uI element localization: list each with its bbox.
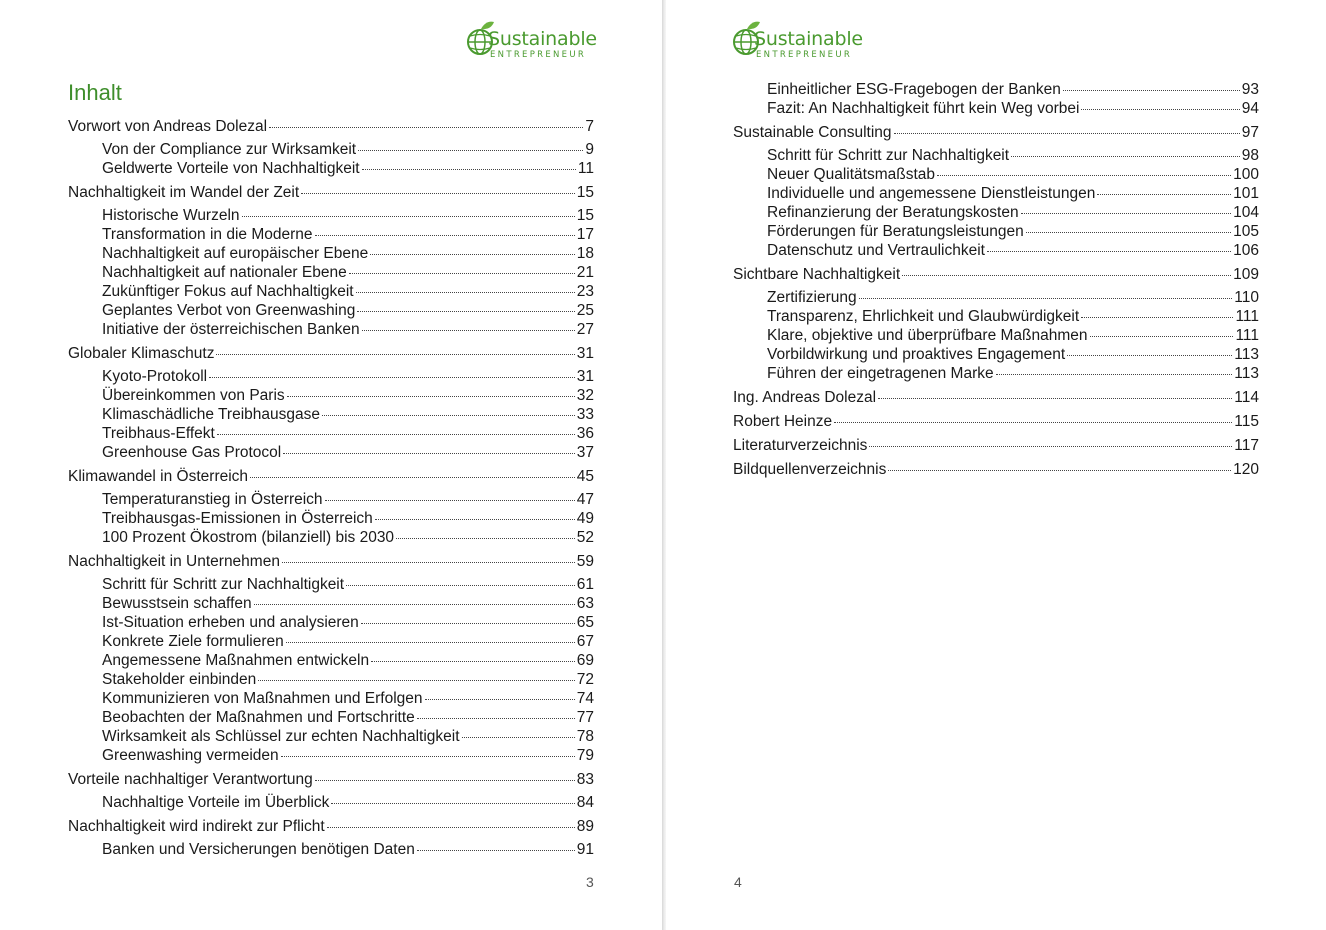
toc-entry-page: 69 [576, 652, 594, 669]
toc-dot-leader [1081, 317, 1233, 318]
toc-section-entry[interactable] [767, 345, 1259, 364]
toc-entry-page: 84 [576, 794, 594, 811]
toc-section-entry[interactable] [767, 146, 1259, 165]
toc-entry-label: Treibhaus-Effekt [102, 425, 215, 442]
toc-entry-page: 63 [576, 595, 594, 612]
toc-dot-leader [996, 374, 1233, 375]
toc-section-entry[interactable] [102, 244, 594, 263]
toc-dot-leader [1067, 355, 1232, 356]
toc-entry-page: 9 [585, 141, 594, 158]
toc-dot-leader [417, 718, 575, 719]
toc-entry-label: Einheitlicher ESG-Fragebogen der Banken [767, 81, 1061, 98]
toc-entry-page: 78 [576, 728, 594, 745]
toc-entry-label: Temperaturanstieg in Österreich [102, 491, 323, 508]
toc-entry-label: 100 Prozent Ökostrom (bilanziell) bis 2030 [102, 529, 395, 546]
toc-entry-page: 59 [576, 553, 594, 570]
toc-entry-page: 79 [576, 747, 594, 764]
toc-entry-label: Globaler Klimaschutz [68, 345, 215, 362]
toc-dot-leader [209, 377, 575, 378]
toc-entry-page: 101 [1233, 185, 1259, 202]
toc-dot-leader [362, 330, 575, 331]
toc-chapter-entry[interactable] [68, 183, 594, 202]
toc-dot-leader [358, 150, 583, 151]
toc-dot-leader [878, 398, 1232, 399]
toc-entry-page: 117 [1234, 437, 1259, 454]
toc-entry-label: Sustainable Consulting [733, 124, 892, 141]
toc-entry-label: Neuer Qualitätsmaßstab [767, 166, 935, 183]
toc-entry-page: 113 [1234, 365, 1259, 382]
toc-section-entry[interactable] [102, 443, 594, 462]
toc-entry-label: Kyoto-Protokoll [102, 368, 208, 385]
toc-section-entry[interactable] [102, 708, 594, 727]
toc-entry-page: 100 [1233, 166, 1259, 183]
toc-entry-page: 52 [576, 529, 594, 546]
toc-entry-label: Historische Wurzeln [102, 207, 240, 224]
toc-dot-leader [1081, 109, 1239, 110]
toc-entry-page: 120 [1233, 461, 1259, 478]
toc-dot-leader [937, 175, 1231, 176]
toc-dot-leader [834, 422, 1232, 423]
toc-dot-leader [282, 562, 575, 563]
toc-entry-page: 61 [576, 576, 594, 593]
toc-section-entry[interactable] [102, 727, 594, 746]
toc-entry-page: 104 [1233, 204, 1259, 221]
toc-dot-leader [356, 292, 575, 293]
toc-dot-leader [287, 396, 575, 397]
toc-entry-page: 111 [1235, 327, 1259, 344]
toc-section-entry[interactable] [102, 670, 594, 689]
toc-section-entry[interactable] [102, 159, 594, 178]
toc-dot-leader [216, 354, 574, 355]
toc-entry-label: Klimawandel in Österreich [68, 468, 249, 485]
toc-section-entry[interactable] [102, 689, 594, 708]
toc-entry-page: 77 [576, 709, 594, 726]
toc-section-entry[interactable] [102, 405, 594, 424]
toc-entry-page: 110 [1234, 289, 1259, 306]
toc-dot-leader [462, 737, 575, 738]
toc-dot-leader [1026, 232, 1231, 233]
toc-entry-page: 18 [576, 245, 594, 262]
toc-entry-label: Nachhaltigkeit in Unternehmen [68, 553, 280, 570]
toc-dot-leader [396, 538, 575, 539]
toc-section-entry[interactable] [102, 528, 594, 547]
toc-section-entry[interactable] [102, 594, 594, 613]
toc-entry-label: Schritt für Schritt zur Nachhaltigkeit [102, 576, 345, 593]
toc-chapter-entry[interactable] [68, 344, 594, 363]
toc-entry-label: Zertifizierung [767, 289, 857, 306]
toc-section-entry[interactable] [767, 364, 1259, 383]
toc-entry-page: 72 [576, 671, 594, 688]
toc-dot-leader [1097, 194, 1231, 195]
toc-entry-page: 111 [1235, 308, 1259, 325]
logo-wordmark: Sustainable [488, 28, 597, 50]
page-number-right: 4 [734, 874, 742, 890]
toc-entry-page: 83 [576, 771, 594, 788]
toc-entry-label: Sichtbare Nachhaltigkeit [733, 266, 901, 283]
toc-chapter-entry[interactable] [733, 412, 1259, 431]
logo-wordmark: Sustainable [754, 28, 863, 50]
toc-entry-page: 93 [1241, 81, 1259, 98]
toc-chapter-entry[interactable] [68, 817, 594, 836]
toc-entry-page: 32 [576, 387, 594, 404]
toc-entry-page: 33 [576, 406, 594, 423]
toc-entry-label: Vorbildwirkung und proaktives Engagement [767, 346, 1066, 363]
toc-entry-label: Nachhaltigkeit im Wandel der Zeit [68, 184, 300, 201]
toc-dot-leader [325, 500, 575, 501]
toc-entry-label: Von der Compliance zur Wirksamkeit [102, 141, 357, 158]
toc-dot-leader [1090, 336, 1234, 337]
toc-entry-page: 91 [576, 841, 594, 858]
left-page [0, 0, 662, 930]
toc-section-entry[interactable] [102, 651, 594, 670]
toc-entry-page: 27 [576, 321, 594, 338]
toc-section-entry[interactable] [102, 793, 594, 812]
toc-title: Inhalt [68, 80, 122, 105]
toc-entry-label: Transformation in die Moderne [102, 226, 313, 243]
toc-entry-label: Ing. Andreas Dolezal [733, 389, 877, 406]
toc-dot-leader [894, 133, 1240, 134]
toc-dot-leader [258, 680, 574, 681]
toc-dot-leader [371, 661, 575, 662]
toc-entry-label: Banken und Versicherungen benötigen Daten [102, 841, 415, 858]
toc-dot-leader [869, 446, 1232, 447]
toc-dot-leader [361, 623, 575, 624]
toc-dot-leader [331, 803, 574, 804]
toc-entry-label: Führen der eingetragenen Marke [767, 365, 994, 382]
toc-dot-leader [269, 127, 583, 128]
toc-dot-leader [346, 585, 575, 586]
toc-entry-page: 74 [576, 690, 594, 707]
toc-section-entry[interactable] [102, 206, 594, 225]
toc-section-entry[interactable] [102, 320, 594, 339]
toc-dot-leader [254, 604, 575, 605]
toc-section-entry[interactable] [102, 282, 594, 301]
toc-section-entry[interactable] [102, 632, 594, 651]
toc-section-entry[interactable] [102, 509, 594, 528]
toc-dot-leader [370, 254, 574, 255]
toc-entry-label: Nachhaltigkeit auf nationaler Ebene [102, 264, 347, 281]
page-number-left: 3 [586, 874, 594, 890]
toc-entry-page: 106 [1233, 242, 1259, 259]
toc-dot-leader [987, 251, 1231, 252]
toc-entry-page: 45 [576, 468, 594, 485]
toc-section-entry[interactable] [767, 80, 1259, 99]
toc-section-entry[interactable] [102, 367, 594, 386]
toc-dot-leader [1063, 90, 1240, 91]
toc-entry-label: Nachhaltigkeit wird indirekt zur Pflicht [68, 818, 325, 835]
toc-entry-label: Refinanzierung der Beratungskosten [767, 204, 1019, 221]
toc-entry-page: 115 [1234, 413, 1259, 430]
toc-entry-page: 17 [576, 226, 594, 243]
toc-entry-label: Förderungen für Beratungsleistungen [767, 223, 1024, 240]
toc-entry-page: 11 [577, 160, 594, 177]
toc-dot-leader [301, 193, 575, 194]
toc-dot-leader [375, 519, 575, 520]
toc-dot-leader [286, 642, 575, 643]
toc-entry-label: Treibhausgas-Emissionen in Österreich [102, 510, 373, 527]
toc-entry-page: 67 [576, 633, 594, 650]
toc-section-entry[interactable] [767, 307, 1259, 326]
toc-section-entry[interactable] [767, 288, 1259, 307]
toc-dot-leader [217, 434, 575, 435]
toc-chapter-entry[interactable] [733, 436, 1259, 455]
toc-entry-page: 31 [576, 368, 594, 385]
toc-section-entry[interactable] [102, 263, 594, 282]
toc-dot-leader [859, 298, 1233, 299]
toc-dot-leader [283, 453, 575, 454]
logo-tagline: ENTREPRENEUR [490, 50, 587, 60]
toc-entry-page: 97 [1241, 124, 1259, 141]
toc-entry-label: Geplantes Verbot von Greenwashing [102, 302, 356, 319]
toc-chapter-entry[interactable] [68, 117, 594, 136]
toc-entry-page: 89 [576, 818, 594, 835]
toc-entry-page: 98 [1241, 147, 1259, 164]
toc-entry-label: Fazit: An Nachhaltigkeit führt kein Weg vorbei [767, 100, 1080, 117]
toc-section-entry[interactable] [102, 301, 594, 320]
toc-entry-page: 65 [576, 614, 594, 631]
toc-section-entry[interactable] [102, 490, 594, 509]
toc-section-entry[interactable] [102, 840, 594, 859]
toc-section-entry[interactable] [767, 99, 1259, 118]
toc-entry-label: Nachhaltigkeit auf europäischer Ebene [102, 245, 369, 262]
toc-entry-label: Individuelle und angemessene Dienstleistungen [767, 185, 1096, 202]
toc-entry-page: 37 [576, 444, 594, 461]
toc-entry-page: 7 [585, 118, 594, 135]
toc-section-entry[interactable] [102, 225, 594, 244]
toc-entry-page: 113 [1234, 346, 1259, 363]
toc-section-entry[interactable] [102, 575, 594, 594]
toc-entry-page: 49 [576, 510, 594, 527]
toc-section-entry[interactable] [102, 386, 594, 405]
toc-dot-leader [242, 216, 575, 217]
toc-dot-leader [349, 273, 575, 274]
toc-entry-page: 105 [1233, 223, 1259, 240]
toc-entry-label: Literaturverzeichnis [733, 437, 868, 454]
toc-dot-leader [888, 470, 1231, 471]
toc-dot-leader [1021, 213, 1232, 214]
toc-entry-label: Greenhouse Gas Protocol [102, 444, 282, 461]
toc-entry-label: Stakeholder einbinden [102, 671, 257, 688]
toc-entry-label: Greenwashing vermeiden [102, 747, 279, 764]
toc-entry-page: 15 [576, 207, 594, 224]
toc-entry-label: Vorteile nachhaltiger Verantwortung [68, 771, 313, 788]
toc-entry-page: 21 [576, 264, 594, 281]
toc-entry-label: Datenschutz und Vertraulichkeit [767, 242, 985, 259]
toc-entry-label: Klare, objektive und überprüfbare Maßnahmen [767, 327, 1088, 344]
toc-dot-leader [417, 850, 575, 851]
toc-section-entry[interactable] [102, 140, 594, 159]
toc-entry-page: 94 [1241, 100, 1259, 117]
toc-entry-label: Bildquellenverzeichnis [733, 461, 887, 478]
toc-section-entry[interactable] [767, 326, 1259, 345]
toc-entry-label: Wirksamkeit als Schlüssel zur echten Nachhaltigkeit [102, 728, 460, 745]
toc-section-entry[interactable] [102, 424, 594, 443]
toc-chapter-entry[interactable] [68, 552, 594, 571]
toc-entry-label: Schritt für Schritt zur Nachhaltigkeit [767, 147, 1010, 164]
toc-chapter-entry[interactable] [68, 770, 594, 789]
toc-entry-label: Robert Heinze [733, 413, 833, 430]
toc-dot-leader [902, 275, 1231, 276]
toc-dot-leader [357, 311, 574, 312]
toc-dot-leader [322, 415, 575, 416]
right-page [666, 0, 1326, 930]
toc-entry-page: 47 [576, 491, 594, 508]
toc-entry-label: Beobachten der Maßnahmen und Fortschritte [102, 709, 415, 726]
toc-chapter-entry[interactable] [733, 265, 1259, 284]
toc-entry-label: Zukünftiger Fokus auf Nachhaltigkeit [102, 283, 354, 300]
toc-dot-leader [281, 756, 575, 757]
toc-entry-label: Vorwort von Andreas Dolezal [68, 118, 268, 135]
toc-section-entry[interactable] [767, 241, 1259, 260]
toc-entry-page: 23 [576, 283, 594, 300]
toc-entry-label: Nachhaltige Vorteile im Überblick [102, 794, 330, 811]
toc-chapter-entry[interactable] [733, 460, 1259, 479]
toc-entry-label: Ist-Situation erheben und analysieren [102, 614, 359, 631]
toc-entry-page: 31 [576, 345, 594, 362]
toc-dot-leader [327, 827, 575, 828]
toc-dot-leader [315, 780, 575, 781]
toc-section-entry[interactable] [767, 203, 1259, 222]
toc-entry-label: Transparenz, Ehrlichkeit und Glaubwürdigkeit [767, 308, 1080, 325]
toc-section-entry[interactable] [767, 184, 1259, 203]
toc-entry-page: 36 [576, 425, 594, 442]
toc-dot-leader [1011, 156, 1240, 157]
toc-entry-label: Bewusstsein schaffen [102, 595, 252, 612]
toc-entry-label: Übereinkommen von Paris [102, 387, 285, 404]
toc-entry-label: Angemessene Maßnahmen entwickeln [102, 652, 370, 669]
toc-chapter-entry[interactable] [733, 388, 1259, 407]
toc-entry-label: Geldwerte Vorteile von Nachhaltigkeit [102, 160, 360, 177]
toc-entry-page: 109 [1233, 266, 1259, 283]
toc-entry-page: 25 [576, 302, 594, 319]
logo-tagline: ENTREPRENEUR [756, 50, 853, 60]
toc-dot-leader [425, 699, 575, 700]
toc-chapter-entry[interactable] [733, 123, 1259, 142]
toc-dot-leader [362, 169, 576, 170]
toc-entry-label: Initiative der österreichischen Banken [102, 321, 360, 338]
toc-section-entry[interactable] [102, 613, 594, 632]
toc-dot-leader [250, 477, 575, 478]
toc-dot-leader [315, 235, 575, 236]
toc-entry-page: 15 [576, 184, 594, 201]
toc-section-entry[interactable] [767, 165, 1259, 184]
toc-chapter-entry[interactable] [68, 467, 594, 486]
toc-entry-label: Kommunizieren von Maßnahmen und Erfolgen [102, 690, 423, 707]
toc-entry-label: Klimaschädliche Treibhausgase [102, 406, 320, 423]
toc-entry-label: Konkrete Ziele formulieren [102, 633, 284, 650]
toc-section-entry[interactable] [102, 746, 594, 765]
toc-section-entry[interactable] [767, 222, 1259, 241]
toc-entry-page: 114 [1234, 389, 1259, 406]
